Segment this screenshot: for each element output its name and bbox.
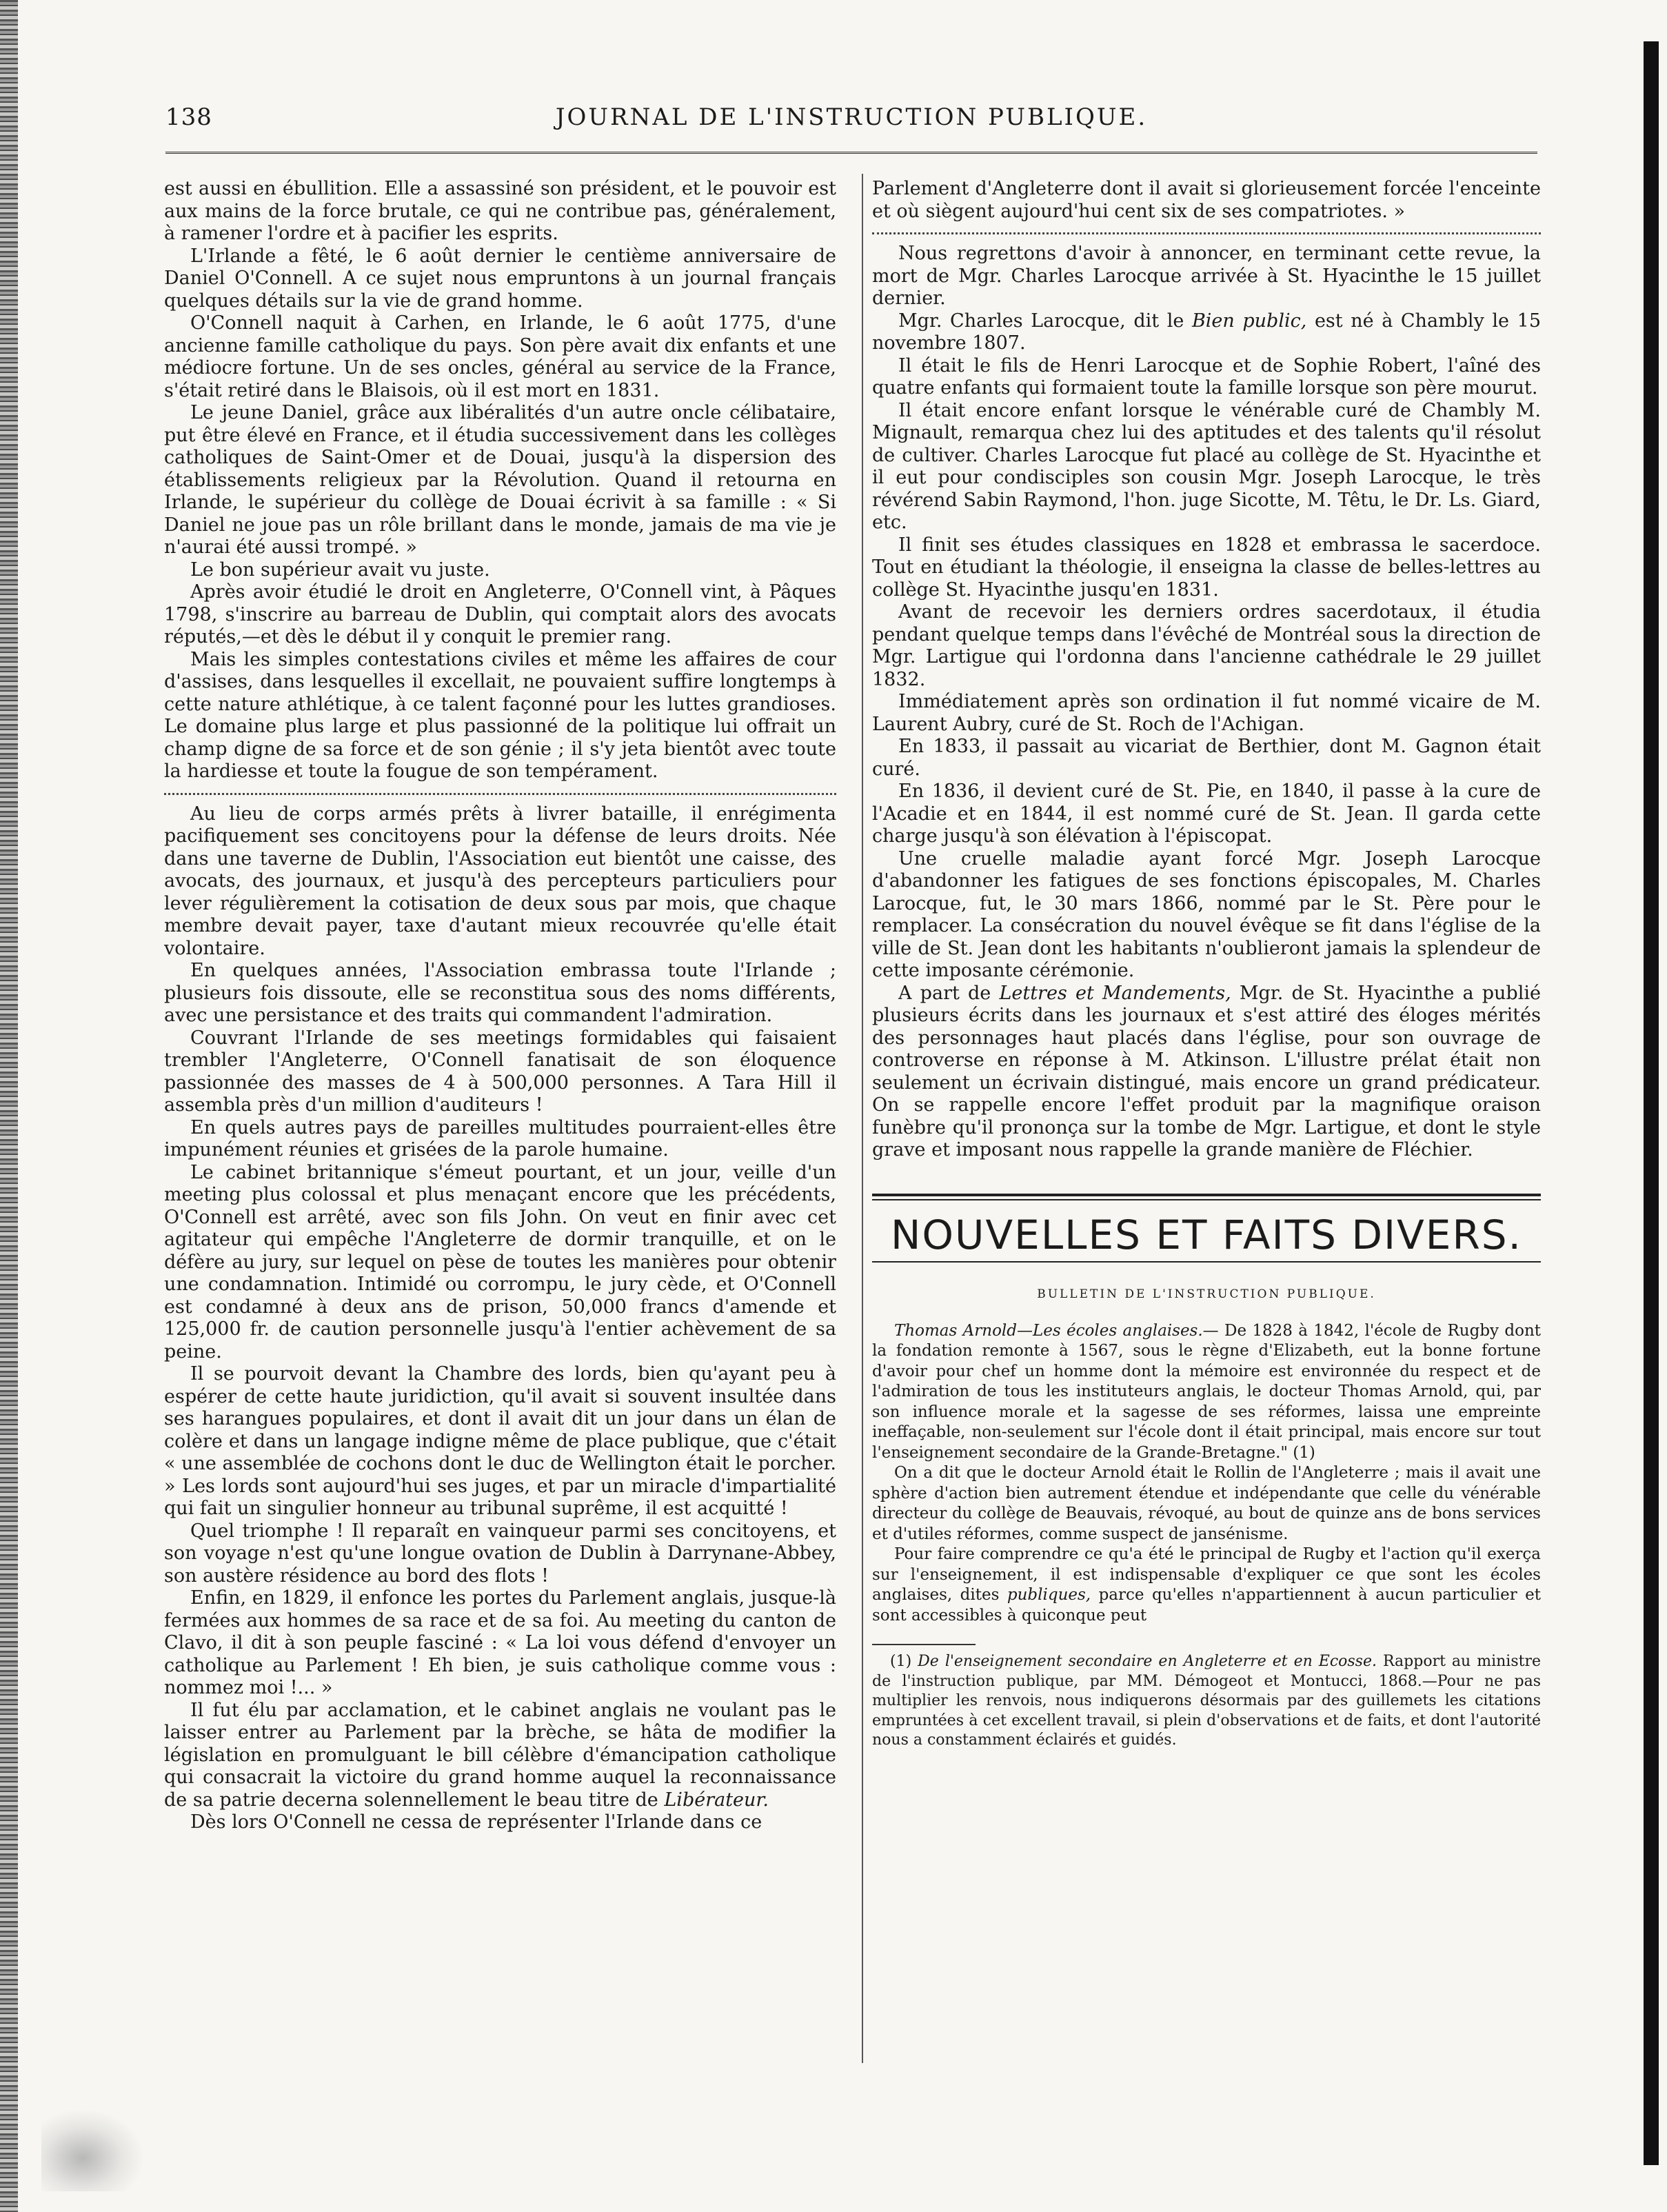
paragraph-text: A part de: [898, 982, 991, 1004]
section-rule: [872, 1261, 1541, 1263]
page-header: [165, 103, 1537, 132]
paragraph: Il était le fils de Henri Larocque et de Sophie Robert, l'aîné des quatre enfants qui formaient toute la famille lorsque son père mourut.: [872, 354, 1541, 399]
paragraph: En 1836, il devient curé de St. Pie, en 1840, il passe à la cure de l'Acadie et en 1844, il est nommé curé de St. Jean. Il garda cette charge jusqu'à son élévation à l'épiscopat.: [872, 781, 1541, 847]
italic-term: Bien public,: [1191, 310, 1307, 332]
paragraph-text: Pour faire comprendre ce qu'a été le principal de Rugby et l'action qu'il exerça sur l'enseignement, il est indispensable d'expliquer ce que sont les écoles anglaises, dites: [872, 1545, 1541, 1604]
paragraph: Il était encore enfant lorsque le vénérable curé de Chambly M. Mignault, remarqua chez lui des aptitudes et des talents qu'il résolut de cultiver. Charles Larocque fut placé au collège de St. Hyacinthe et il eut pour condisciples son cousin Mgr. Joseph Larocque, le très révérend Sabin Raymond, l'hon. juge Sicotte, M. Têtu, le Dr. Ls. Giard, etc.: [872, 399, 1541, 533]
scan-edge-right: [1644, 41, 1659, 2165]
paragraph: Une cruelle maladie ayant forcé Mgr. Joseph Larocque d'abandonner les fatigues de ses fonctions épiscopales, M. Charles Larocque, fut, le 30 mars 1866, nommé par le St. Père pour le remplacer. La consécration du nouvel évêque se fit dans l'église de la ville de St. Jean dont les habitants n'oublieront jamais la splendeur de cette imposante cérémonie.: [872, 847, 1541, 981]
paragraph: Après avoir étudié le droit en Angleterre, O'Connell vint, à Pâques 1798, s'inscrire au barreau de Dublin, qui comptait alors des avocats réputés,—et dès le début il y conquit le premier rang.: [164, 581, 836, 647]
column-divider: [862, 174, 863, 2063]
paragraph: Nous regrettons d'avoir à annoncer, en terminant cette revue, la mort de Mgr. Charles Larocque arrivée à St. Hyacinthe le 15 juillet dernier.: [872, 243, 1541, 309]
footnote-title: De l'enseignement secondaire en Angleterre et en Ecosse.: [918, 1653, 1377, 1670]
paragraph: Dès lors O'Connell ne cessa de représenter l'Irlande dans ce: [190, 1811, 762, 1833]
paragraph: En quels autres pays de pareilles multitudes pourraient-elles être impunément réunies et grisées de la parole humaine.: [164, 1116, 836, 1160]
section-rule: [872, 1199, 1541, 1200]
italic-term: publiques,: [1007, 1586, 1091, 1604]
paragraph: O'Connell naquit à Carhen, en Irlande, le 6 août 1775, d'une ancienne famille catholique du pays. Son père avait dix enfants et une médiocre fortune. Un de ses oncles, général au service de la France, s'était retiré dans le Blaisois, où il est mort en 1831.: [164, 312, 836, 401]
italic-term: Libérateur.: [664, 1789, 769, 1811]
paragraph: Couvrant l'Irlande de ses meetings formidables qui faisaient trembler l'Angleterre, O'Connell fanatisait de son éloquence passionnée des masses de 4 à 500,000 personnes. A Tara Hill il assembla près d'un million d'auditeurs !: [164, 1027, 836, 1116]
footnote-body: Rapport au ministre de l'instruction publique, par MM. Démogeot et Montucci, 1868.—Pour ne pas multiplier les renvois, nous indiquerons désormais par des guillemets les citations empruntées à cet excellent travail, si plein d'observations et de faits, et dont l'autorité nous a constamment éclairés et guidés.: [872, 1653, 1541, 1749]
right-column: [872, 178, 1541, 2040]
paragraph: Le cabinet britannique s'émeut pourtant, et un jour, veille d'un meeting plus colossal et plus menaçant encore que les précédents, O'Connell est arrêté, avec son fils John. On veut en finir avec cet agitateur qui empêche l'Angleterre de dormir tranquille, et on le défère au jury, sur lequel on pèse de toutes les manières pour obtenir une condamnation. Intimidé ou corrompu, le jury cède, et O'Connell est condamné à deux ans de prison, 50,000 francs d'amende et 125,000 fr. de caution personnelle jusqu'à l'entier achèvement de sa peine.: [164, 1161, 836, 1363]
paragraph: [872, 1321, 1541, 1464]
paragraph: Il se pourvoit devant la Chambre des lords, bien qu'ayant peu à espérer de cette haute juridiction, qu'il avait si souvent insultée dans ses harangues populaires, et dont il avait dit un jour dans un élan de colère et dans un langage indigne même de place publique, que c'était « une assemblée de cochons dont le duc de Wellington était le porcher. » Les lords sont aujourd'hui ses juges, et par un miracle d'impartialité qui fait un singulier honneur au tribunal suprême, il est acquitté !: [164, 1363, 836, 1519]
paragraph: Le jeune Daniel, grâce aux libéralités d'un autre oncle célibataire, put être élevé en France, et il étudia successivement dans les collèges catholiques de Saint-Omer et de Douai, jusqu'à la dispersion des établissements religieux par la Révolution. Quand il retourna en Irlande, le supérieur du collège de Douai écrivit à sa famille : « Si Daniel ne joue pas un rôle brillant dans le monde, jamais de ma vie je n'aurai été aussi trompé. »: [164, 402, 836, 558]
paragraph: On a dit que le docteur Arnold était le Rollin de l'Angleterre ; mais il avait une sphère d'action bien autrement étendue et indépendante que celle du vénérable directeur du collège de Beauvais, révoqué, au bout de quinze ans de bons services et d'utiles réformes, comme suspect de jansénisme.: [872, 1464, 1541, 1543]
paragraph: Le bon supérieur avait vu juste.: [190, 559, 490, 581]
paragraph: Avant de recevoir les derniers ordres sacerdotaux, il étudia pendant quelque temps dans l'évêché de Montréal sous la direction de Mgr. Lartigue qui l'ordonna dans l'ancienne cathédrale le 29 juillet 1832.: [872, 601, 1541, 690]
paragraph: Il finit ses études classiques en 1828 et embrassa le sacerdoce. Tout en étudiant la théologie, il enseigna la classe de belles-lettres au collège St. Hyacinthe jusqu'en 1831.: [872, 534, 1541, 601]
page-number: 138: [165, 103, 212, 131]
scan-edge-left: [0, 0, 18, 2212]
paragraph: Mais les simples contestations civiles et même les affaires de cour d'assises, dans lesquelles il excellait, ne pouvaient suffire longtemps à cette nature athlétique, à ce talent façonné pour les luttes grandioses. Le domaine plus large et plus passionné de la politique lui offrait un champ digne de sa force et de son génie ; il s'y jeta bientôt avec toute la hardiesse et toute la fougue de son tempérament.: [164, 648, 836, 782]
article-title: Thomas Arnold—Les écoles anglaises.—: [894, 1321, 1219, 1340]
paragraph: est aussi en ébullition. Elle a assassiné son président, et le pouvoir est aux mains de la force brutale, ce qui ne contribue pas, généralement, à ramener l'ordre et à pacifier les esprits.: [164, 178, 836, 244]
paragraph: [872, 310, 1541, 355]
paragraph: [164, 1700, 836, 1812]
section-heading: NOUVELLES ET FAITS DIVERS.: [891, 1211, 1522, 1258]
footnote-text: [872, 1652, 1541, 1751]
paragraph-text: Il fut élu par acclamation, et le cabinet anglais ne voulant pas le laisser entrer au Parlement par la brèche, se hâta de modifier la législation en promulguant le bill célèbre d'émancipation catholique qui consacrait la victoire du grand homme auquel la reconnaissance de sa patrie decerna solennellement le beau titre de: [164, 1699, 836, 1811]
header-rule: [165, 152, 1537, 154]
paragraph: En quelques années, l'Association embrassa toute l'Irlande ; plusieurs fois dissoute, elle se reconstitua sous des noms différents, avec une persistance et des traits qui commandent l'admiration.: [164, 960, 836, 1026]
section-rule: [872, 1194, 1541, 1196]
paragraph-text: parce qu'elles n'appartiennent à aucun particulier et sont accessibles à quiconque peut: [872, 1586, 1541, 1625]
footnote: [872, 1652, 1541, 1751]
paragraph: Quel triomphe ! Il reparaît en vainqueur parmi ses concitoyens, et son voyage n'est qu'une longue ovation de Dublin à Darrynane-Abbey, son austère résidence au bord des flots !: [164, 1520, 836, 1587]
article-body: [872, 1321, 1541, 1627]
italic-term: Lettres et Mandements,: [999, 982, 1231, 1004]
scan-smudge: [41, 2109, 145, 2191]
running-title: JOURNAL DE L'INSTRUCTION PUBLIQUE.: [555, 103, 1148, 131]
paragraph: Au lieu de corps armés prêts à livrer bataille, il enrégimenta pacifiquement ses concitoyens pour la défense de leurs droits. Née dans une taverne de Dublin, l'Association eut bientôt une caisse, des avocats, des journaux, et jusqu'à des percepteurs particuliers pour lever régulièrement la cotisation de deux sous par mois, que chaque membre devait payer, taxe d'autant mieux recouvrée qu'elle était volontaire.: [164, 803, 836, 959]
paragraph-text: De 1828 à 1842, l'école de Rugby dont la fondation remonte à 1567, sous le règne d'Elizabeth, eut la bonne fortune d'avoir pour chef un homme dont la mémoire est environnée du respect et de l'admiration de tous les instituteurs anglais, le docteur Thomas Arnold, qui, par son influence morale et la sagesse de ses réformes, laissa une empreinte ineffaçable, non-seulement sur l'école dont il était principal, mais encore sur tout l'enseignement secondaire de la Grande-Bretagne." (1): [872, 1321, 1541, 1462]
paragraph: Parlement d'Angleterre dont il avait si glorieusement forcée l'enceinte et où siègent aujourd'hui cent six de ses compatriotes. »: [872, 178, 1541, 222]
paragraph-text: Mgr. de St. Hyacinthe a publié plusieurs écrits dans les journaux et s'est attiré des éloges mérités des personnages haut placés dans l'église, pour son ouvrage de controverse en réponse à M. Atkinson. L'illustre prélat était non seulement un écrivain distingué, mais encore un grand prédicateur. On se rappelle encore l'effet produit par la magnifique oraison funèbre qu'il prononça sur la tombe de Mgr. Lartigue, et dont le style grave et imposant nous rappelle la grande manière de Fléchier.: [872, 982, 1541, 1160]
dotted-separator: [164, 793, 836, 795]
footnote-rule: [872, 1644, 976, 1645]
paragraph: [872, 1545, 1541, 1626]
paragraph-text: est né à Chambly le 15 novembre 1807.: [872, 310, 1541, 354]
paragraph: En 1833, il passait au vicariat de Berthier, dont M. Gagnon était curé.: [872, 736, 1541, 780]
footnote-mark: (1): [890, 1653, 912, 1670]
dotted-separator: [872, 232, 1541, 234]
paragraph: Enfin, en 1829, il enfonce les portes du Parlement anglais, jusque-là fermées aux hommes de sa race et de sa foi. Au meeting du canton de Clavo, il dit à son peuple fasciné : « La loi vous défend d'envoyer un catholique au Parlement ! Eh bien, je suis catholique comme vous : nommez moi !... »: [164, 1587, 836, 1698]
paragraph: L'Irlande a fêté, le 6 août dernier le centième anniversaire de Daniel O'Connell. A ce sujet nous empruntons à un journal français quelques détails sur la vie de grand homme.: [164, 245, 836, 312]
left-column: [164, 178, 836, 2040]
paragraph: [872, 983, 1541, 1162]
bulletin-heading: BULLETIN DE L'INSTRUCTION PUBLIQUE.: [1037, 1287, 1376, 1301]
paragraph-text: Mgr. Charles Larocque, dit le: [898, 310, 1184, 332]
paragraph: Immédiatement après son ordination il fut nommé vicaire de M. Laurent Aubry, curé de St. Roch de l'Achigan.: [872, 691, 1541, 735]
